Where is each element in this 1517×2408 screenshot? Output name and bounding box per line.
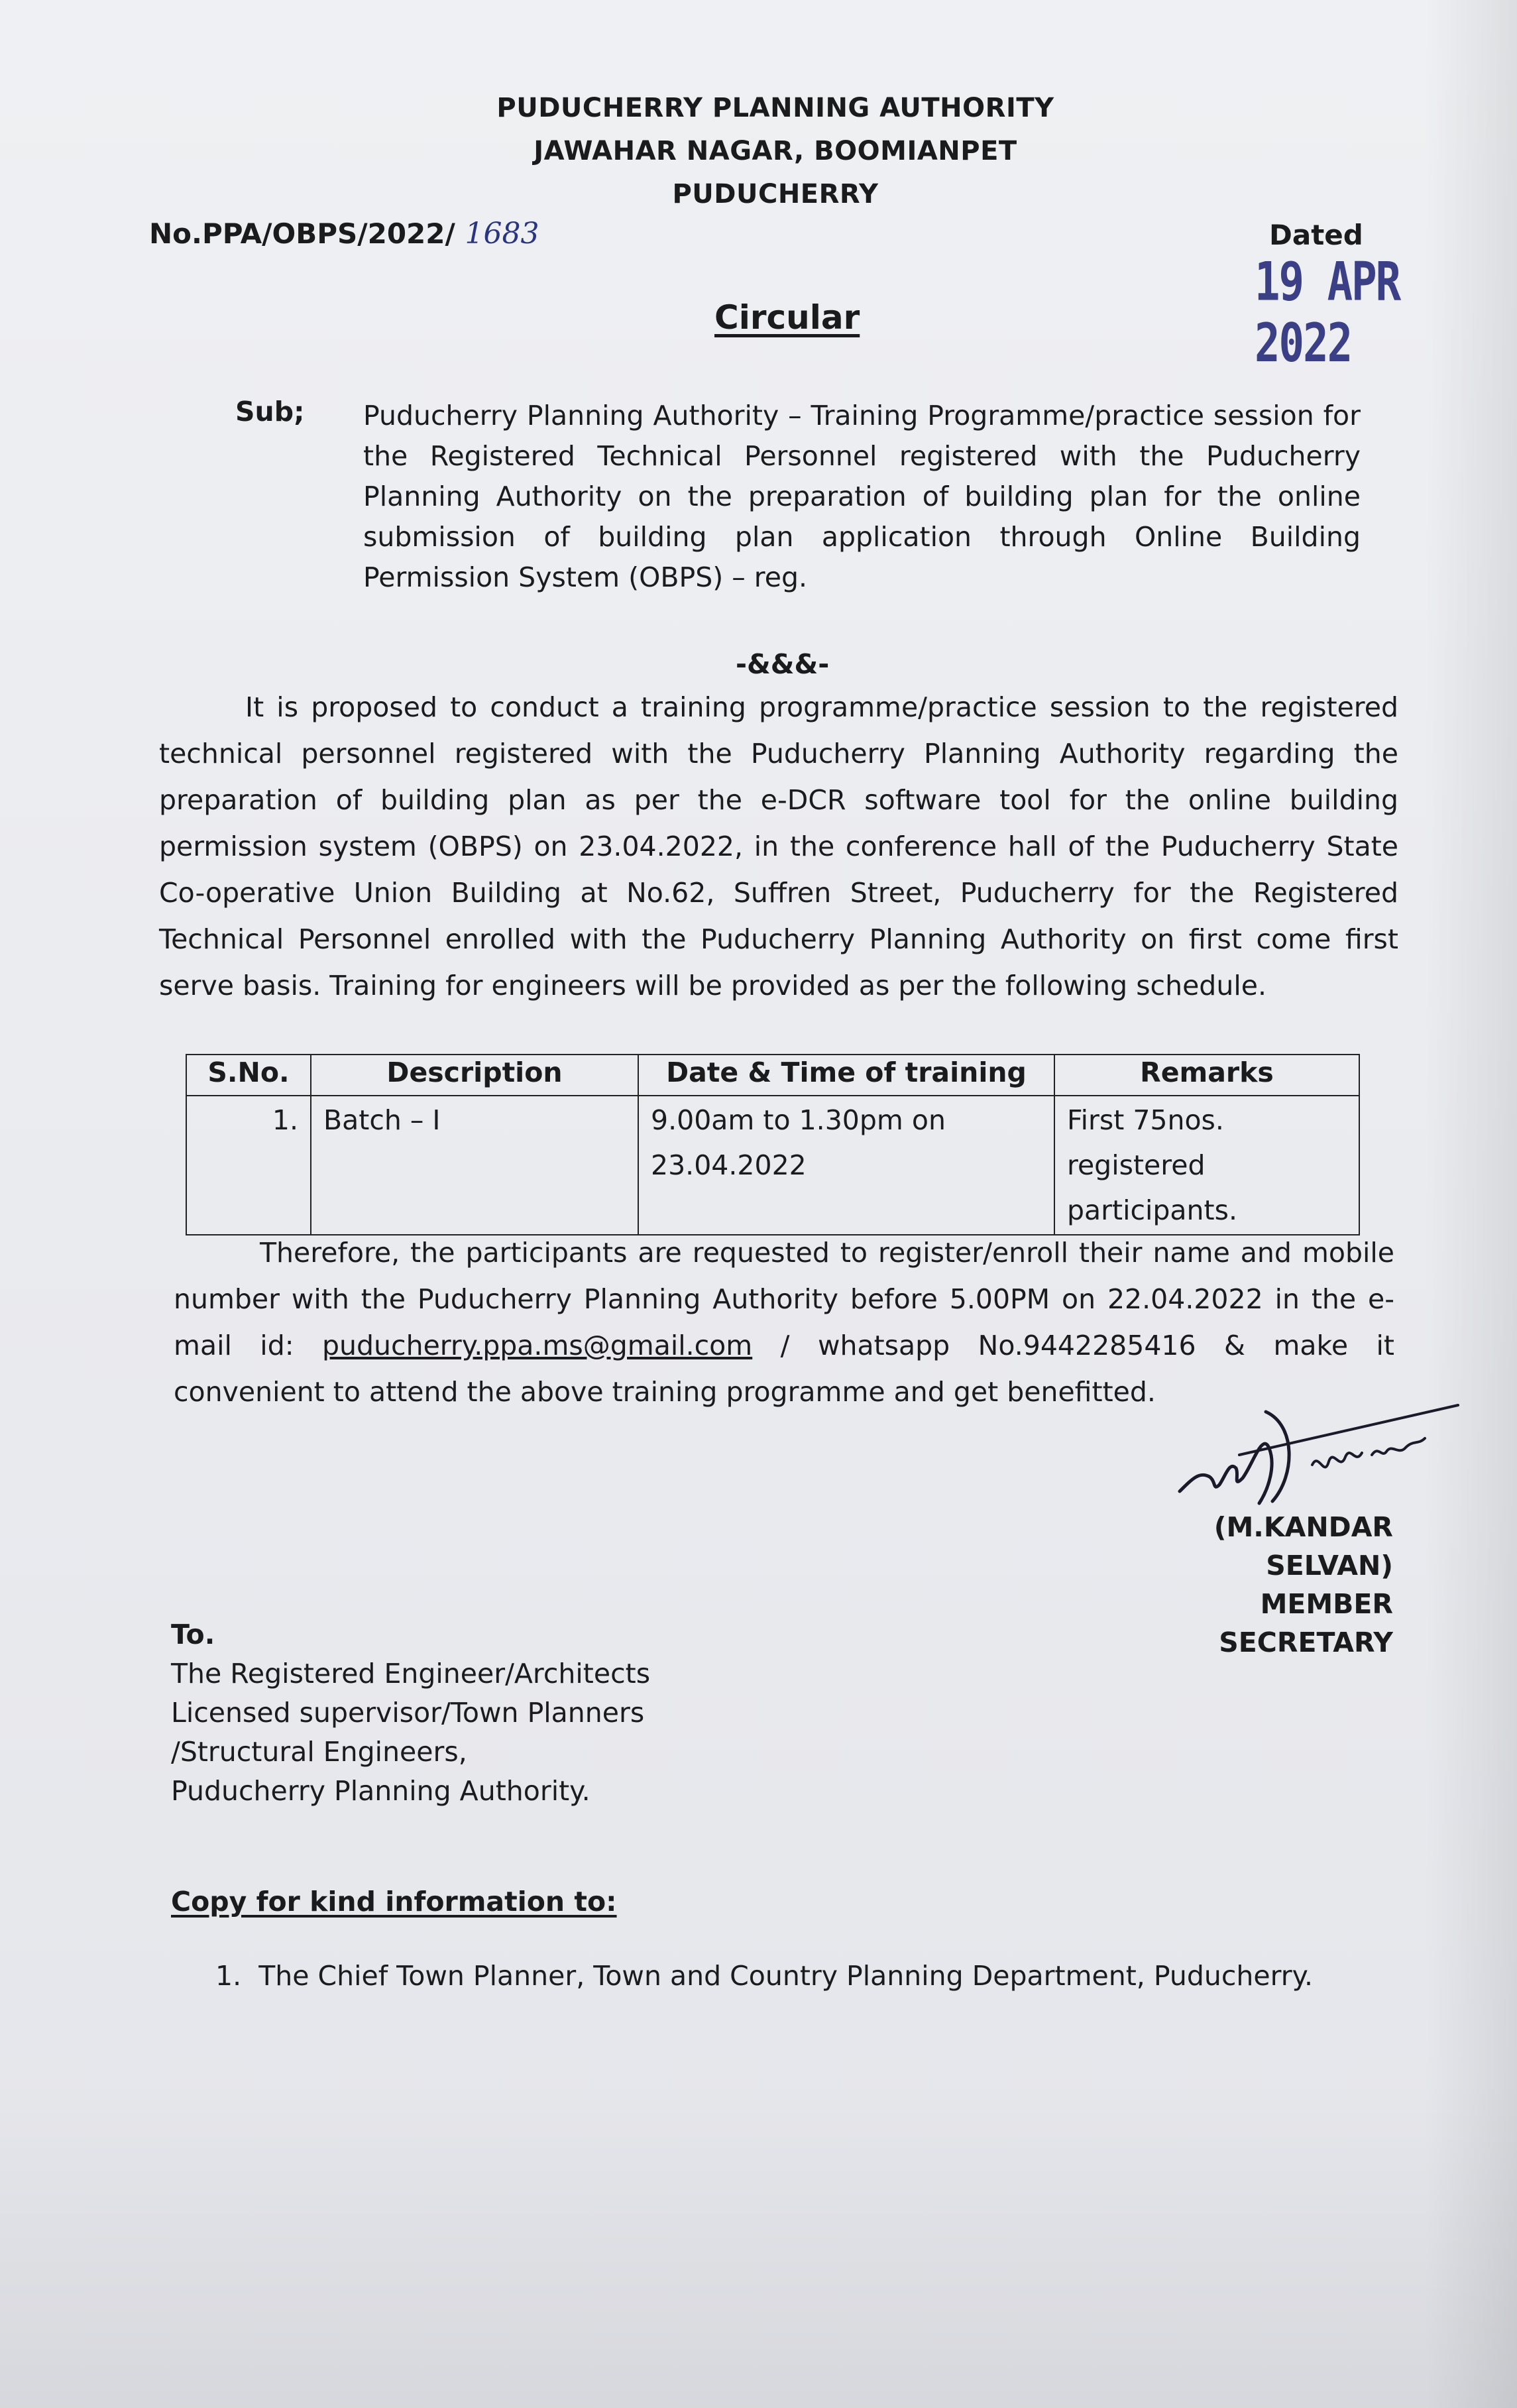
document-title: Circular <box>714 298 860 337</box>
header-description: Description <box>311 1055 638 1096</box>
recipient-line: /Structural Engineers, <box>171 1736 467 1768</box>
handwritten-signature <box>1153 1392 1498 1518</box>
org-address: JAWAHAR NAGAR, BOOMIANPET <box>534 136 1017 166</box>
recipient-line: Puducherry Planning Authority. <box>171 1775 590 1807</box>
contact-email-link[interactable]: puducherry.ppa.ms@gmail.com <box>322 1330 753 1361</box>
reference-handwritten-number: 1683 <box>465 217 539 251</box>
header-date-time: Date & Time of training <box>638 1055 1054 1096</box>
signatory-block <box>1107 1508 1393 1662</box>
paragraph-2-text-before: Therefore, the participants are requested to register/enroll their name and mobile number with the Puducherry Planning Authority before 5.00PM on 22.04.2022 in the e-mail id: <box>174 1237 1394 1361</box>
signatory-designation: MEMBER SECRETARY <box>1219 1588 1393 1658</box>
table-row <box>186 1096 1359 1235</box>
signatory-name: (M.KANDAR SELVAN) <box>1213 1511 1393 1581</box>
subject-text: Puducherry Planning Authority – Training Programme/practice session for the Registered Technical Personnel registered with the Puducherry Planning Authority on the preparation of building plan for the online submission of building plan application through Online Building Permission System (OBPS) – reg. <box>363 400 1361 593</box>
header-sno: S.No. <box>186 1055 311 1096</box>
dated-label: Dated <box>1269 219 1363 251</box>
cell-remarks-line2: participants. <box>1067 1194 1238 1226</box>
copy-to-item <box>215 1960 1313 1992</box>
copy-to-item-text: The Chief Town Planner, Town and Country Planning Department, Puducherry. <box>258 1960 1314 1992</box>
paragraph-2-text-after: / whatsapp No.9442285416 & make it convenient to attend the above training programme and get benefitted. <box>174 1330 1394 1408</box>
org-city: PUDUCHERRY <box>672 179 879 209</box>
body-paragraph-1: It is proposed to conduct a training programme/practice session to the registered technical personnel registered with the Puducherry Planning Authority regarding the preparation of building plan as per the e-DCR software tool for the online building permission system (OBPS) on 23.04.2022, in the conference hall of the Puducherry State Co-operative Union Building at No.62, Suffren Street, Puducherry for the Registered Technical Personnel enrolled with the Puducherry Planning Authority on first come first serve basis. Training for engineers will be provided as per the following schedule. <box>159 691 1398 1002</box>
training-schedule-table <box>186 1054 1360 1235</box>
table-header-row <box>186 1055 1359 1096</box>
copy-to-label: Copy for kind information to: <box>171 1886 617 1918</box>
header-remarks: Remarks <box>1054 1055 1359 1096</box>
recipient-line: Licensed supervisor/Town Planners <box>171 1697 645 1729</box>
date-stamp: 19 APR 2022 <box>1255 252 1400 374</box>
cell-date-line: 23.04.2022 <box>651 1149 807 1181</box>
cell-description: Batch – I <box>311 1096 638 1235</box>
recipient-line: The Registered Engineer/Architects <box>171 1658 651 1690</box>
section-separator: -&&&- <box>736 648 830 680</box>
cell-remarks <box>1054 1096 1359 1235</box>
recipients-label: To. <box>171 1619 215 1650</box>
paper-shadow-bottom <box>0 2077 1517 2408</box>
body-paragraph-2 <box>174 1230 1394 1415</box>
cell-time-line: 9.00am to 1.30pm on <box>651 1104 946 1136</box>
cell-sno: 1. <box>186 1096 311 1235</box>
subject-label: Sub; <box>235 396 305 428</box>
copy-to-item-number: 1. <box>215 1960 242 1992</box>
org-name: PUDUCHERRY PLANNING AUTHORITY <box>496 93 1054 123</box>
recipients-block <box>171 1615 650 1811</box>
cell-date-time <box>638 1096 1054 1235</box>
cell-remarks-line1: First 75nos. registered <box>1067 1104 1224 1181</box>
reference-number <box>149 217 539 251</box>
reference-prefix: No.PPA/OBPS/2022/ <box>149 217 465 250</box>
